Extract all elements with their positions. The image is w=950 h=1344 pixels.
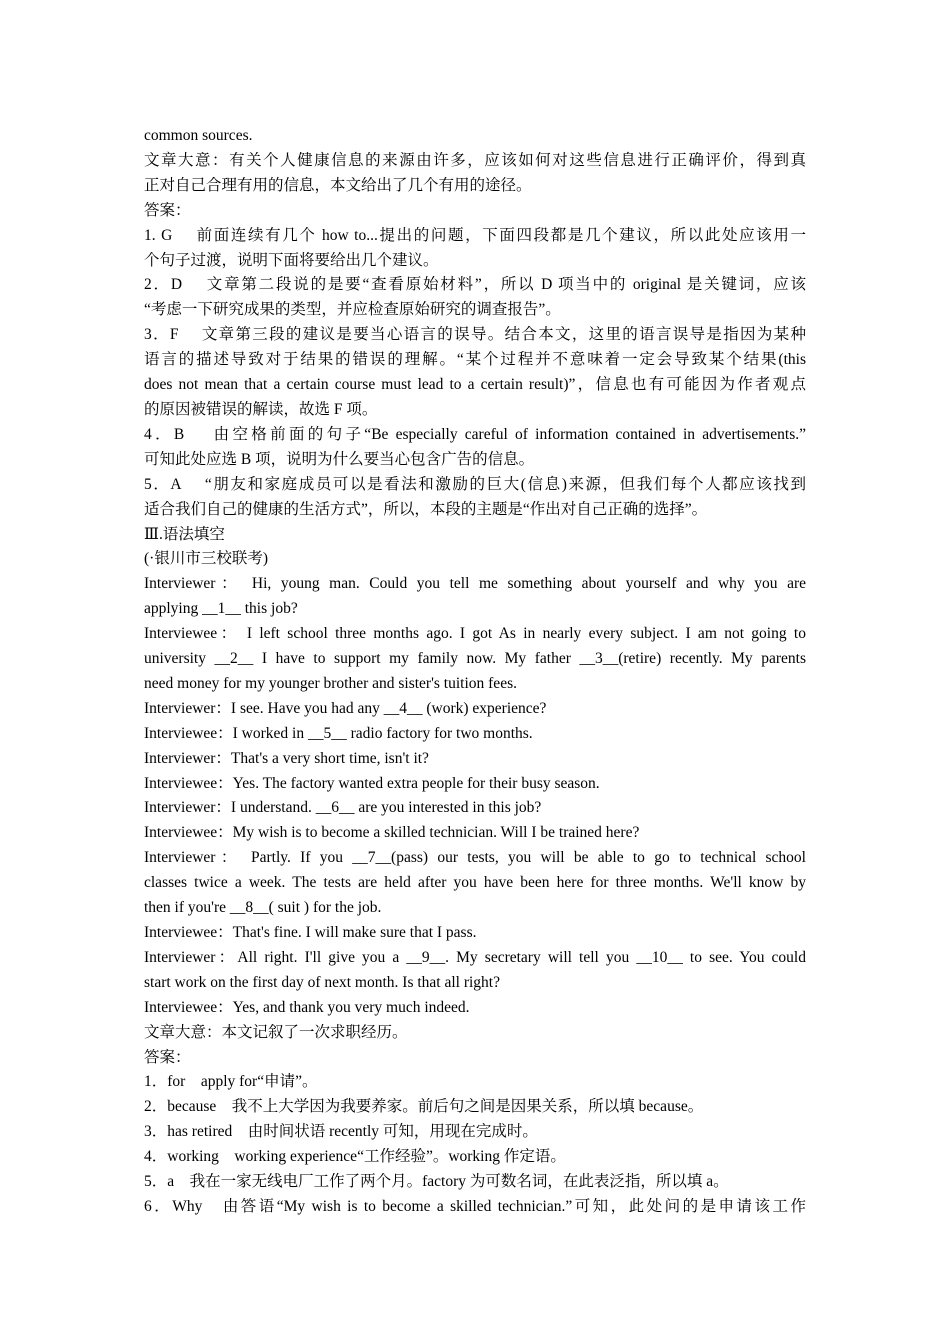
text-line: 个句子过渡，说明下面将要给出几个建议。 (144, 251, 439, 269)
text-line: 5．A “朋友和家庭成员可以是看法和激励的巨大(信息)来源，但我们每个人都应该找到 (144, 475, 806, 493)
text-line: Interviewee：Yes. The factory wanted extra people for their busy season. (144, 774, 600, 792)
text-line: 文章大意：本文记叙了一次求职经历。 (144, 1023, 408, 1041)
text-line: does not mean that a certain course must lead to a certain result)”，信息也有可能因为作者观点 (144, 376, 806, 394)
text-line: Interviewee：Yes, and thank you very much indeed. (144, 998, 470, 1016)
text-line: 2．D 文章第二段说的是要“查看原始材料”，所以 D 项当中的 original 是关键词，应该 (144, 276, 806, 294)
text-line: university __2__ I have to support my family now. My father __3__(retire) recently. My parents (144, 650, 806, 668)
text-line: 1. G 前面连续有几个 how to...提出的问题，下面四段都是几个建议，所以此处应该用一 (144, 226, 806, 244)
text-line: Interviewer：That's a very short time, isn't it? (144, 749, 429, 767)
text-line: Interviewer：I see. Have you had any __4__ (work) experience? (144, 699, 547, 717)
text-line: 正对自己合理有用的信息，本文给出了几个有用的途径。 (144, 176, 532, 194)
text-line: then if you're __8__( suit ) for the job. (144, 899, 382, 917)
text-line: Interviewee：I worked in __5__ radio factory for two months. (144, 724, 533, 742)
text-line: 文章大意：有关个人健康信息的来源由许多，应该如何对这些信息进行正确评价，得到真 (144, 151, 806, 169)
text-line: Interviewee：My wish is to become a skilled technician. Will I be trained here? (144, 824, 640, 842)
text-line: need money for my younger brother and sister's tuition fees. (144, 674, 517, 692)
text-line: 语言的描述导致对于结果的错误的理解。“某个过程并不意味着一定会导致某个结果(this (144, 351, 806, 369)
text-line: 3．has retired 由时间状语 recently 可知，用现在完成时。 (144, 1123, 538, 1141)
text-line: 可知此处应选 B 项，说明为什么要当心包含广告的信息。 (144, 450, 535, 468)
text-line: start work on the first day of next month. Is that all right? (144, 973, 500, 991)
text-line: “考虑一下研究成果的类型，并应检查原始研究的调查报告”。 (144, 301, 561, 319)
text-line: 适合我们自己的健康的生活方式”，所以，本段的主题是“作出对自己正确的选择”。 (144, 500, 708, 518)
text-line: Interviewee： I left school three months ago. I got As in nearly every subject. I am not going to (144, 625, 806, 643)
text-line: 答案： (144, 1048, 191, 1066)
text-line: classes twice a week. The tests are held after you have been here for three months. We'll know by (144, 874, 806, 892)
text-line: (·银川市三校联考) (144, 550, 268, 568)
text-line: 答案： (144, 201, 191, 219)
text-line: 5．a 我在一家无线电厂工作了两个月。factory 为可数名词，在此表泛指，所以填 a。 (144, 1173, 729, 1191)
text-line: 1．for apply for“申请”。 (144, 1073, 318, 1091)
document-page (144, 124, 806, 1220)
text-line: 4．working working experience“工作经验”。working 作定语。 (144, 1148, 566, 1166)
text-line: Interviewer：I understand. __6__ are you interested in this job? (144, 799, 542, 817)
text-line: applying __1__ this job? (144, 600, 298, 618)
text-line: 的原因被错误的解读，故选 F 项。 (144, 400, 378, 418)
text-line: 2．because 我不上大学因为我要养家。前后句之间是因果关系，所以填 because。 (144, 1098, 704, 1116)
text-line: Ⅲ.语法填空 (144, 525, 225, 543)
text-line: Interviewer：All right. I'll give you a __9__. My secretary will tell you __10__ to see. You could (144, 948, 806, 966)
text-line: Interviewer： Partly. If you __7__(pass) our tests, you will be able to go to technical school (144, 849, 806, 867)
text-line: 6．Why 由答语“My wish is to become a skilled technician.”可知，此处问的是申请该工作 (144, 1197, 806, 1215)
text-line: Interviewee：That's fine. I will make sure that I pass. (144, 924, 477, 941)
text-line: common sources. (144, 127, 253, 144)
text-line: 4．B 由空格前面的句子“Be especially careful of information contained in advertisements.” (144, 425, 806, 443)
text-line: Interviewer： Hi, young man. Could you tell me something about yourself and why you are (144, 575, 806, 593)
text-line: 3．F 文章第三段的建议是要当心语言的误导。结合本文，这里的语言误导是指因为某种 (144, 326, 806, 344)
